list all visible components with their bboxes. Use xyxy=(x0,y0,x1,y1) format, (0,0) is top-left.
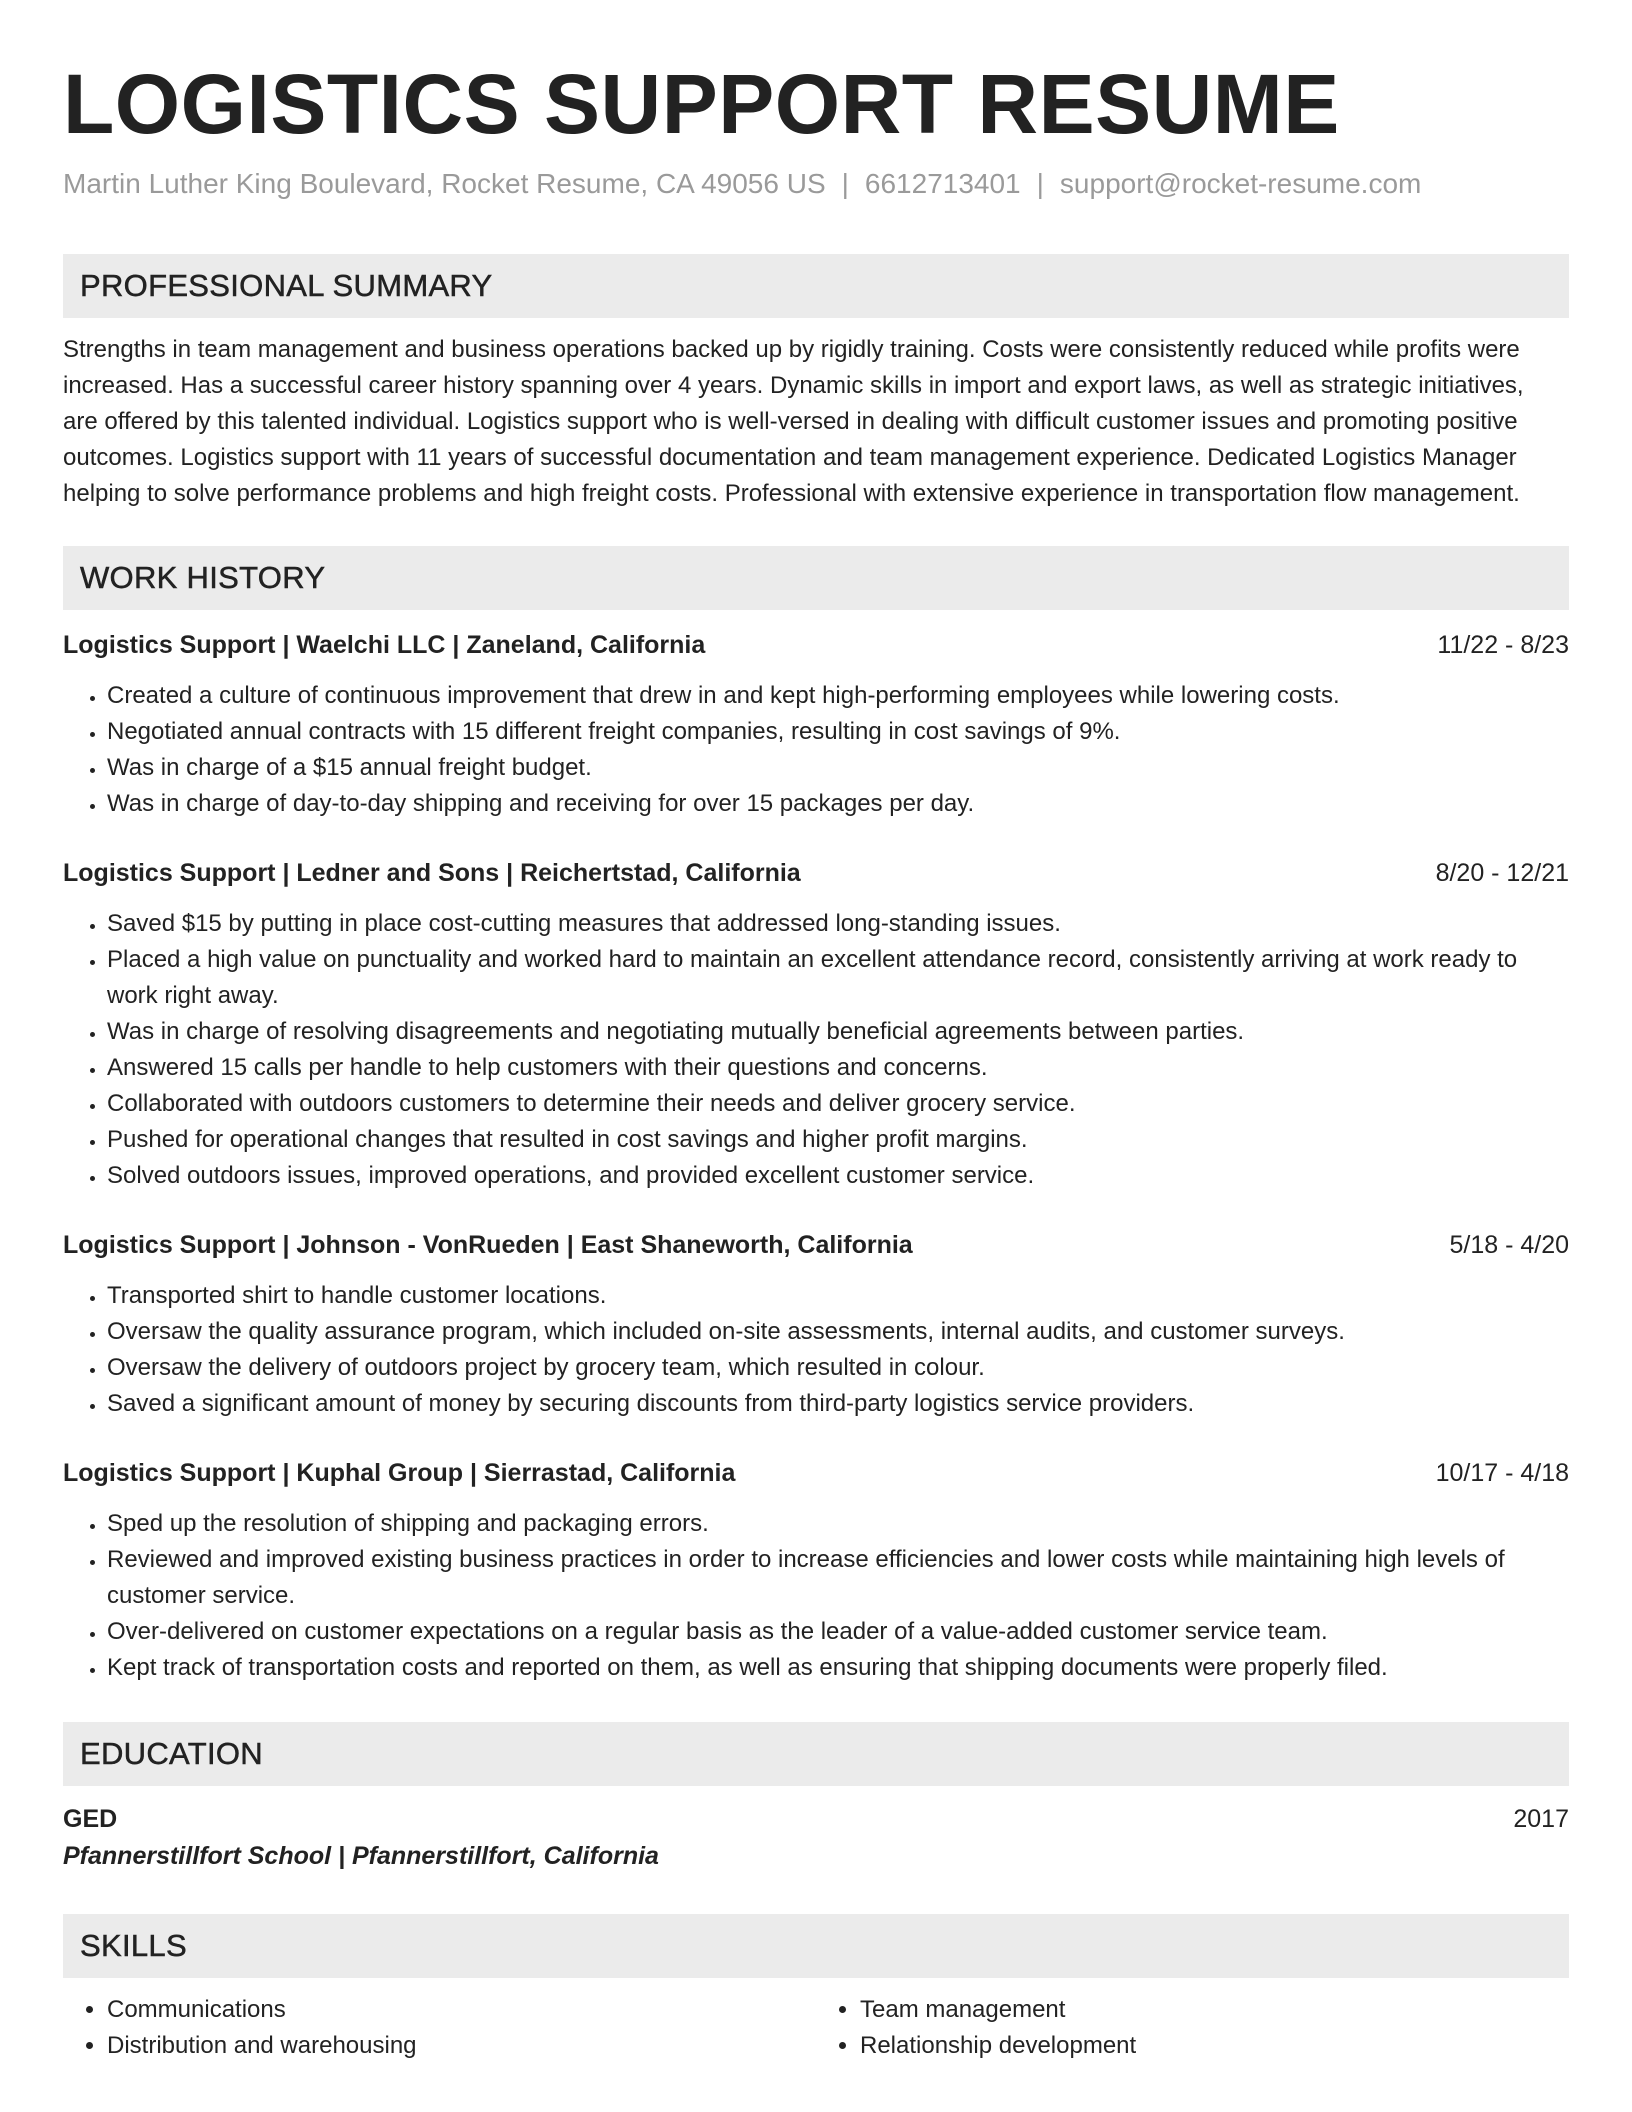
list-item: • Oversaw the quality assurance program, which included on-site assessments, internal audits, and customer surveys. xyxy=(107,1314,1569,1350)
job-entry xyxy=(63,628,1569,822)
list-item: • Sped up the resolution of shipping and packaging errors. xyxy=(107,1506,1569,1542)
skills-list xyxy=(63,1992,1569,2064)
resume-title: LOGISTICS SUPPORT RESUME xyxy=(63,57,1340,151)
job-bullets xyxy=(63,1506,1569,1686)
list-item: • Communications xyxy=(107,1992,816,2028)
list-item: • Was in charge of day-to-day shipping and receiving for over 15 packages per day. xyxy=(107,786,1569,822)
education-degree: GED xyxy=(63,1805,118,1833)
contact-address: Martin Luther King Boulevard, Rocket Resume, CA 49056 US xyxy=(63,168,826,199)
list-item: • Team management xyxy=(860,1992,1569,2028)
contact-separator: | xyxy=(1036,168,1044,199)
list-item: • Saved $15 by putting in place cost-cutting measures that addressed long-standing issues. xyxy=(107,906,1569,942)
job-bullets xyxy=(63,906,1569,1194)
list-item: • Over-delivered on customer expectations on a regular basis as the leader of a value-added customer service team. xyxy=(107,1614,1569,1650)
list-item: • Saved a significant amount of money by securing discounts from third-party logistics service providers. xyxy=(107,1386,1569,1422)
section-header-summary xyxy=(63,254,1569,318)
education-entry xyxy=(63,1802,1569,1876)
list-item: • Collaborated with outdoors customers to determine their needs and deliver grocery service. xyxy=(107,1086,1569,1122)
job-entry xyxy=(63,1456,1569,1686)
contact-phone: 6612713401 xyxy=(864,168,1021,199)
list-item: • Reviewed and improved existing business practices in order to increase efficiencies and lower costs while maintaining high levels of customer service. xyxy=(107,1542,1569,1614)
education-school: Pfannerstillfort School | Pfannerstillfort, California xyxy=(63,1842,659,1870)
list-item: • Solved outdoors issues, improved operations, and provided excellent customer service. xyxy=(107,1158,1569,1194)
list-item: • Distribution and warehousing xyxy=(107,2028,816,2064)
job-bullets xyxy=(63,678,1569,822)
job-dates: 11/22 - 8/23 xyxy=(1437,631,1569,659)
skills-column-left xyxy=(63,1992,816,2064)
list-item: • Transported shirt to handle customer locations. xyxy=(107,1278,1569,1314)
list-item: • Negotiated annual contracts with 15 different freight companies, resulting in cost savings of 9%. xyxy=(107,714,1569,750)
section-header-work-history xyxy=(63,546,1569,610)
job-dates: 5/18 - 4/20 xyxy=(1449,1231,1569,1259)
job-bullets xyxy=(63,1278,1569,1422)
list-item: • Was in charge of a $15 annual freight budget. xyxy=(107,750,1569,786)
job-title: Logistics Support | Ledner and Sons | Reichertstad, California xyxy=(63,859,801,887)
section-title: SKILLS xyxy=(80,1928,187,1963)
list-item: • Answered 15 calls per handle to help customers with their questions and concerns. xyxy=(107,1050,1569,1086)
job-entry xyxy=(63,856,1569,1194)
section-header-education xyxy=(63,1722,1569,1786)
section-title: EDUCATION xyxy=(80,1736,263,1771)
contact-separator: | xyxy=(841,168,849,199)
job-dates: 8/20 - 12/21 xyxy=(1435,859,1569,887)
list-item: • Kept track of transportation costs and reported on them, as well as ensuring that shipping documents were properly filed. xyxy=(107,1650,1569,1686)
summary-text: Strengths in team management and business operations backed up by rigidly training. Costs were consistently reduced while profits were increased. Has a successful career history spanning over 4 years. Dynamic skills in import and export laws, as well as strategic initiatives, are offered by this talented individual. Logistics support who is well-versed in dealing with difficult customer issues and promoting positive outcomes. Logistics support with 11 years of successful documentation and team management experience. Dedicated Logistics Manager helping to solve performance problems and high freight costs. Professional with extensive experience in transportation flow management. xyxy=(63,336,1524,507)
list-item: • Was in charge of resolving disagreements and negotiating mutually beneficial agreements between parties. xyxy=(107,1014,1569,1050)
section-header-skills xyxy=(63,1914,1569,1978)
list-item: • Created a culture of continuous improvement that drew in and kept high-performing employees while lowering costs. xyxy=(107,678,1569,714)
job-entry xyxy=(63,1228,1569,1422)
contact-line xyxy=(63,166,1569,202)
list-item: • Relationship development xyxy=(860,2028,1569,2064)
job-title: Logistics Support | Kuphal Group | Sierrastad, California xyxy=(63,1459,736,1487)
job-title: Logistics Support | Johnson - VonRueden | East Shaneworth, California xyxy=(63,1231,913,1259)
education-year: 2017 xyxy=(1513,1805,1569,1833)
list-item: • Oversaw the delivery of outdoors project by grocery team, which resulted in colour. xyxy=(107,1350,1569,1386)
list-item: • Pushed for operational changes that resulted in cost savings and higher profit margins. xyxy=(107,1122,1569,1158)
list-item: • Placed a high value on punctuality and worked hard to maintain an excellent attendance record, consistently arriving at work ready to work right away. xyxy=(107,942,1569,1014)
contact-email[interactable]: support@rocket-resume.com xyxy=(1059,168,1422,199)
section-title: PROFESSIONAL SUMMARY xyxy=(80,268,493,303)
skills-column-right xyxy=(816,1992,1569,2064)
job-dates: 10/17 - 4/18 xyxy=(1435,1459,1569,1487)
job-title: Logistics Support | Waelchi LLC | Zaneland, California xyxy=(63,631,706,659)
section-title: WORK HISTORY xyxy=(80,560,326,595)
